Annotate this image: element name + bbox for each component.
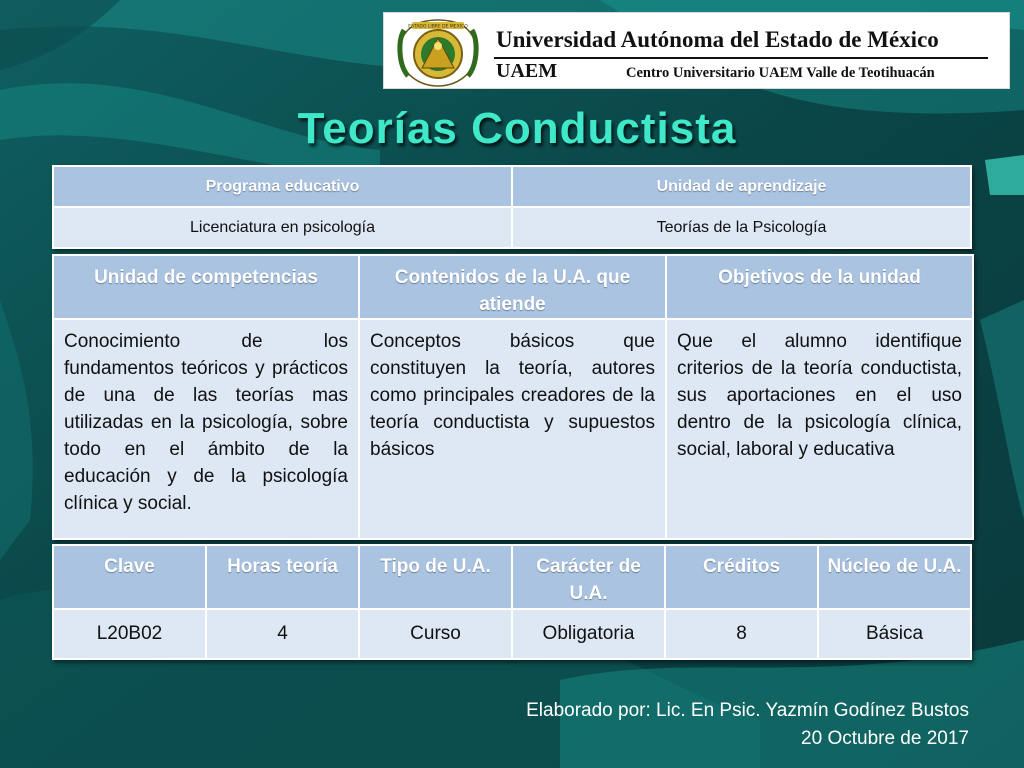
svg-text:ESTADO LIBRE DE MEXICO: ESTADO LIBRE DE MEXICO — [408, 24, 468, 30]
table-header-row — [53, 255, 973, 319]
table-cell: Teorías de la Psicología — [512, 207, 971, 248]
logo-divider — [494, 57, 988, 59]
table-header-cell: Clave — [53, 545, 206, 609]
course-info-table — [52, 544, 972, 660]
table-header-cell: Objetivos de la unidad — [666, 255, 973, 319]
table-cell: Básica — [818, 609, 971, 659]
table-cell: Que el alumno identifique criterios de la teoría conductista, sus aportaciones en el uso dentro de la psicología clínica, social, laboral y educativa — [666, 319, 973, 539]
table-header-cell: Carácter de U.A. — [512, 545, 665, 609]
table-cell: Conceptos básicos que constituyen la teoría, autores como principales creadores de la teoría conductista y supuestos básicos — [359, 319, 666, 539]
table-header-cell: Contenidos de la U.A. que atiende — [359, 255, 666, 319]
table-header-cell: Unidad de aprendizaje — [512, 166, 971, 207]
table-row — [53, 207, 971, 248]
footer-credits — [526, 697, 969, 753]
program-table — [52, 165, 972, 249]
table-header-cell: Tipo de U.A. — [359, 545, 512, 609]
table-header-row — [53, 545, 971, 609]
footer-date: 20 Octubre de 2017 — [801, 728, 969, 749]
table-header-cell: Horas teoría — [206, 545, 359, 609]
author-credit: Elaborado por: Lic. En Psic. Yazmín Godínez Bustos — [526, 700, 969, 721]
table-cell: 4 — [206, 609, 359, 659]
university-seal-icon — [390, 16, 486, 88]
university-acronym: UAEM — [496, 60, 558, 82]
table-header-cell: Unidad de competencias — [53, 255, 359, 319]
table-cell: Conocimiento de los fundamentos teóricos y prácticos de una de las teorías mas utilizadas en la psicología, sobre todo en el ámbito de la educación y de la psicología clínica y social. — [53, 319, 359, 539]
table-header-row — [53, 166, 971, 207]
unit-details-table — [52, 254, 974, 540]
table-cell: Licenciatura en psicología — [53, 207, 512, 248]
table-header-cell: Núcleo de U.A. — [818, 545, 971, 609]
table-row — [53, 319, 973, 539]
university-name: Universidad Autónoma del Estado de México — [496, 27, 939, 52]
table-cell: 8 — [665, 609, 818, 659]
table-row — [53, 609, 971, 659]
university-logo-banner — [383, 12, 1010, 89]
table-cell: Obligatoria — [512, 609, 665, 659]
table-header-cell: Programa educativo — [53, 166, 512, 207]
slide-title: Teorías Conductista — [297, 104, 737, 153]
table-cell: Curso — [359, 609, 512, 659]
campus-name: Centro Universitario UAEM Valle de Teotihuacán — [626, 65, 935, 81]
table-header-cell: Créditos — [665, 545, 818, 609]
table-cell: L20B02 — [53, 609, 206, 659]
